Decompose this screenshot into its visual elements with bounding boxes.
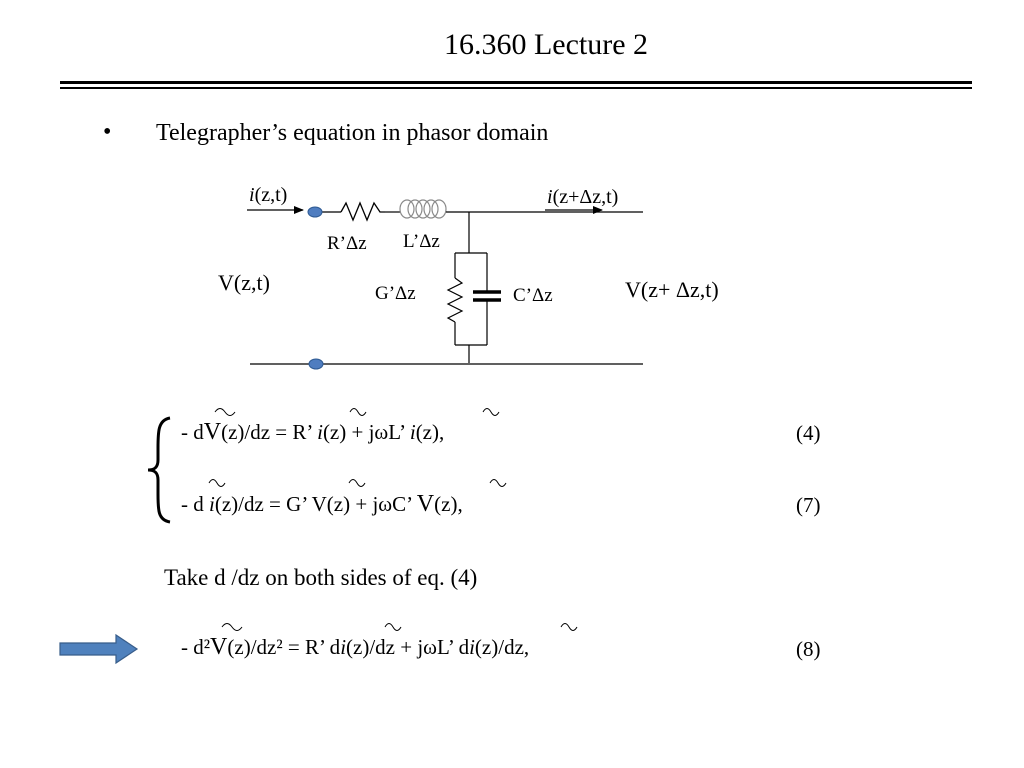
eq4-part3: (z) + jωL’ — [322, 420, 410, 444]
resistor-shunt — [448, 278, 462, 322]
equation-8 — [181, 634, 529, 661]
tilde-eq4-i2 — [483, 409, 499, 416]
input-voltage-label: V(z,t) — [218, 270, 270, 295]
instruction-note: Take d /dz on both sides of eq. (4) — [164, 565, 478, 590]
current-out-label: i(z+Δz,t) — [547, 186, 619, 208]
eq4-part4: (z), — [415, 420, 445, 444]
eq7-part4: (z), — [434, 492, 463, 516]
output-voltage-label: V(z+ Δz,t) — [625, 277, 719, 302]
eq8-phasor-v: V — [210, 634, 228, 660]
equation-7 — [181, 491, 463, 518]
equation-8-number: (8) — [796, 637, 821, 661]
eq7-phasor-v2: V — [416, 491, 435, 517]
eq7-phasor-i: i — [209, 492, 215, 516]
eq7-part2: (z)/dz = G’ — [214, 492, 312, 516]
series-resistor-label: R’Δz — [327, 233, 367, 254]
eq4-phasor-v: V — [203, 419, 222, 445]
shunt-conductance-label: G’Δz — [375, 283, 416, 304]
eq7-part1: - d — [181, 492, 209, 516]
eq7-part3: (z) + jωC’ — [326, 492, 417, 516]
tilde-eq8-i1 — [385, 624, 401, 631]
terminal-top — [308, 207, 322, 217]
eq4-phasor-i1: i — [317, 420, 323, 444]
tilde-eq7-v2 — [490, 480, 506, 487]
equation-system-brace — [148, 418, 170, 522]
tilde-eq7-v1 — [349, 480, 365, 487]
equation-4-number: (4) — [796, 421, 821, 445]
eq8-part2: (z)/dz² = R’ d — [227, 635, 341, 659]
eq4-phasor-i2: i — [409, 420, 416, 444]
tilde-eq8-v — [222, 624, 242, 631]
implication-arrow — [60, 635, 137, 663]
shunt-capacitance-label: C’Δz — [513, 285, 553, 306]
resistor-series — [341, 203, 385, 220]
eq8-phasor-i2: i — [469, 635, 475, 659]
eq7-phasor-v1: V — [311, 492, 327, 516]
series-inductor-label: L’Δz — [403, 231, 440, 252]
eq8-part4: (z)/dz, — [474, 635, 530, 659]
tilde-eq7-i — [209, 480, 225, 487]
eq8-part1: - d² — [181, 635, 211, 659]
eq8-phasor-i1: i — [340, 635, 347, 659]
equation-4 — [181, 419, 444, 446]
tilde-eq4-v — [215, 409, 235, 416]
eq8-part3: (z)/dz + jωL’ d — [346, 635, 470, 659]
inductor-series — [400, 200, 446, 218]
tilde-eq8-i2 — [561, 624, 577, 631]
current-in-label: i(z,t) — [249, 184, 288, 206]
eq4-part1: - d — [181, 420, 204, 444]
bullet-marker: • — [103, 119, 112, 145]
bullet-text: Telegrapher’s equation in phasor domain — [156, 120, 549, 146]
eq4-part2: (z)/dz = R’ — [221, 420, 318, 444]
tilde-eq4-i1 — [350, 409, 366, 416]
equation-7-number: (7) — [796, 493, 821, 517]
slide-title: 16.360 Lecture 2 — [443, 28, 649, 61]
terminal-bottom — [309, 359, 323, 369]
